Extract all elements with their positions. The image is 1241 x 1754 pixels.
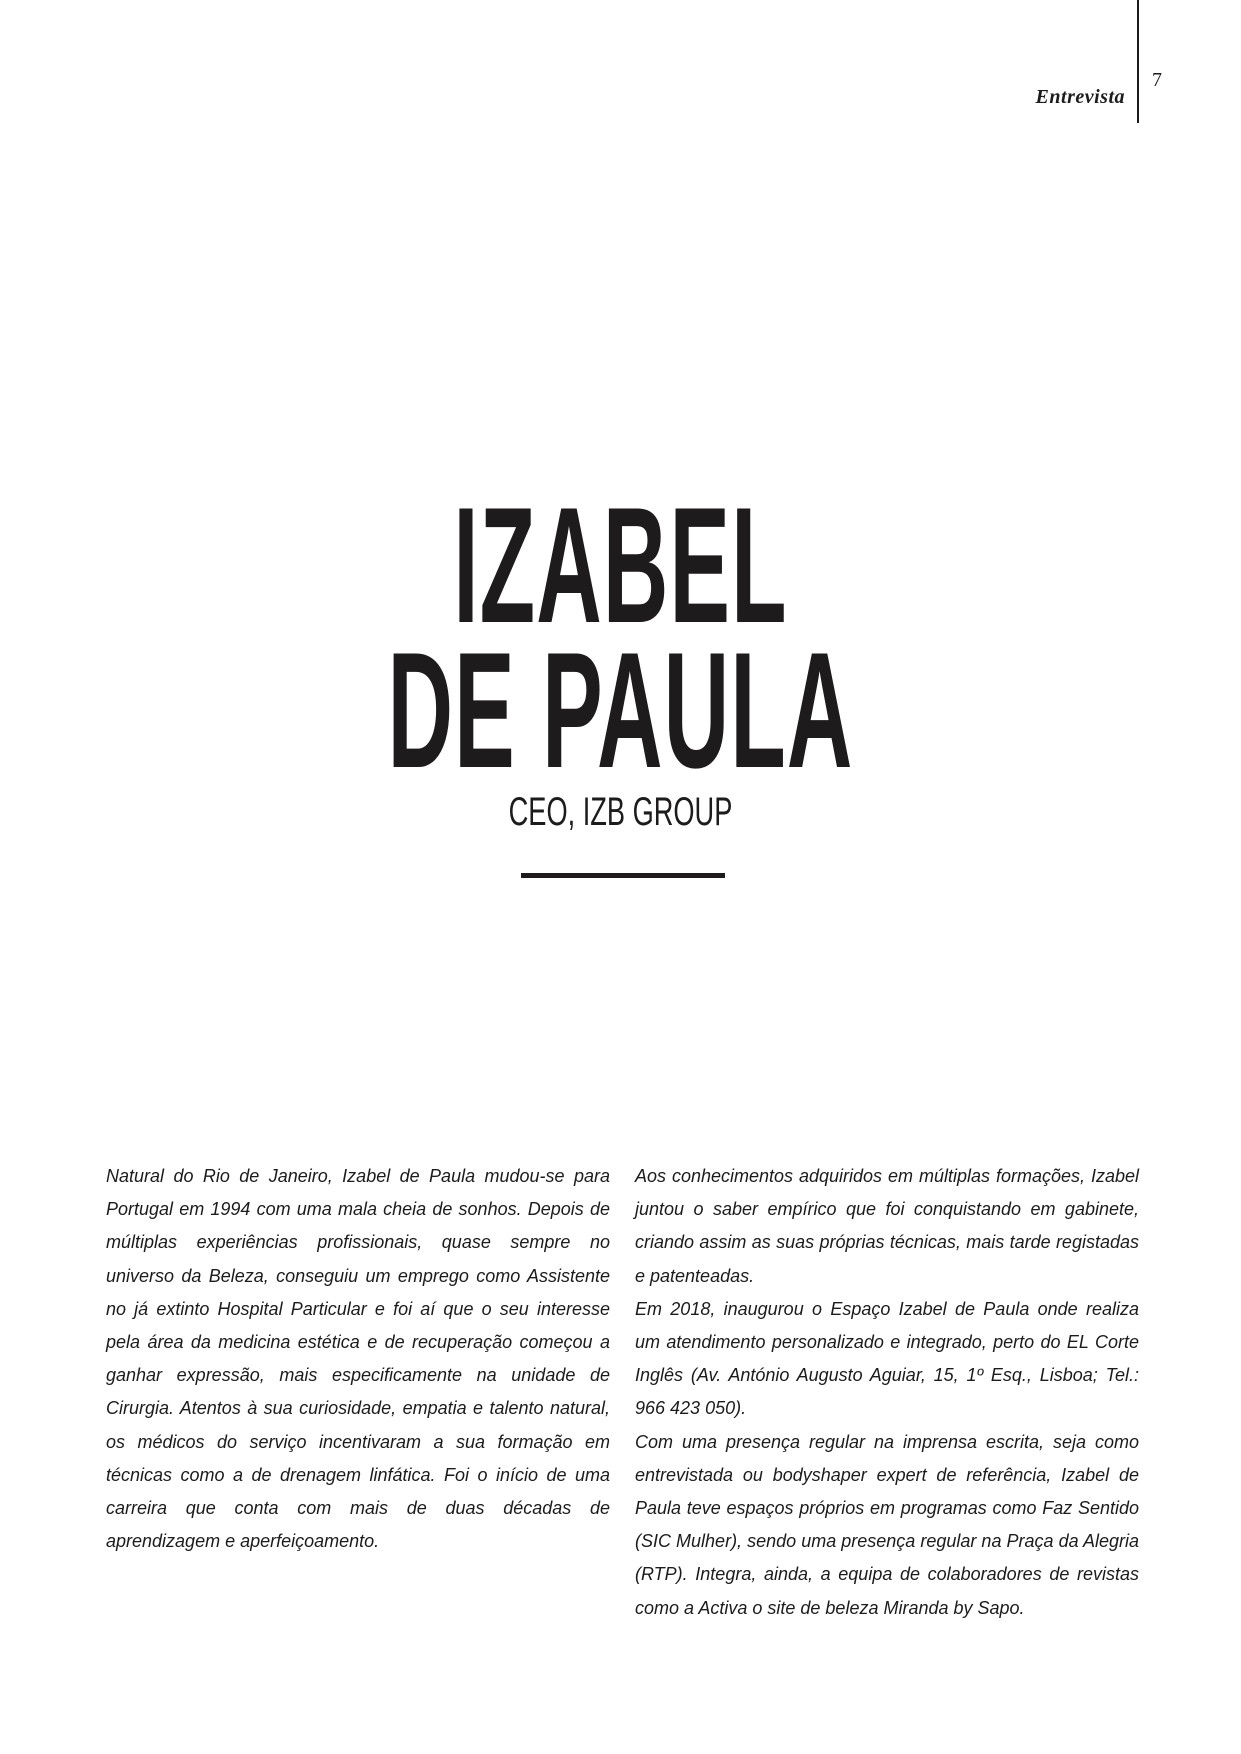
body-column-right [635, 1160, 1139, 1625]
body-column-left [106, 1160, 610, 1558]
body-paragraph: Em 2018, inaugurou o Espaço Izabel de Paula onde realiza um atendimento personalizado e integrado, perto do EL Corte Inglês (Av. António Augusto Aguiar, 15, 1º Esq., Lisboa; Tel.: 966 423 050). [635, 1298, 1139, 1419]
body-paragraph: Aos conhecimentos adquiridos em múltiplas formações, Izabel juntou o saber empírico que foi conquistando em gabinete, criando assim as suas próprias técnicas, mais tarde registadas e patenteadas. [635, 1166, 1139, 1286]
title-first-name: IZABEL [453, 473, 788, 657]
section-label: Entrevista [1035, 86, 1125, 108]
title-underline [521, 873, 725, 878]
subtitle-role: CEO, IZB GROUP [508, 790, 733, 834]
body-paragraph: Natural do Rio de Janeiro, Izabel de Paula mudou-se para Portugal em 1994 com uma mala cheia de sonhos. Depois de múltiplas experiências profissionais, quase sempre no universo da Beleza, conseguiu um emprego como Assistente no já extinto Hospital Particular e foi aí que o seu interesse pela área da medicina estética e de recuperação começou a ganhar expressão, mais especificamente na unidade de Cirurgia. Atentos à sua curiosidade, empatia e talento natural, os médicos do serviço incentivaram a sua formação em técnicas como a de drenagem linfática. Foi o início de uma carreira que conta com mais de duas décadas de aprendizagem e aperfeiçoamento. [106, 1166, 610, 1552]
page-number: 7 [1152, 69, 1162, 91]
title-last-name: DE PAULA [387, 618, 854, 802]
body-paragraph: Com uma presença regular na imprensa escrita, seja como entrevistada ou bodyshaper expert de referência, Izabel de Paula teve espaços próprios em programas como Faz Sentido (SIC Mulher), sendo uma presença regular na Praça da Alegria (RTP). Integra, ainda, a equipa de colaboradores de revistas como a Activa o site de beleza Miranda by Sapo. [635, 1431, 1139, 1618]
header-divider [1137, 0, 1139, 123]
